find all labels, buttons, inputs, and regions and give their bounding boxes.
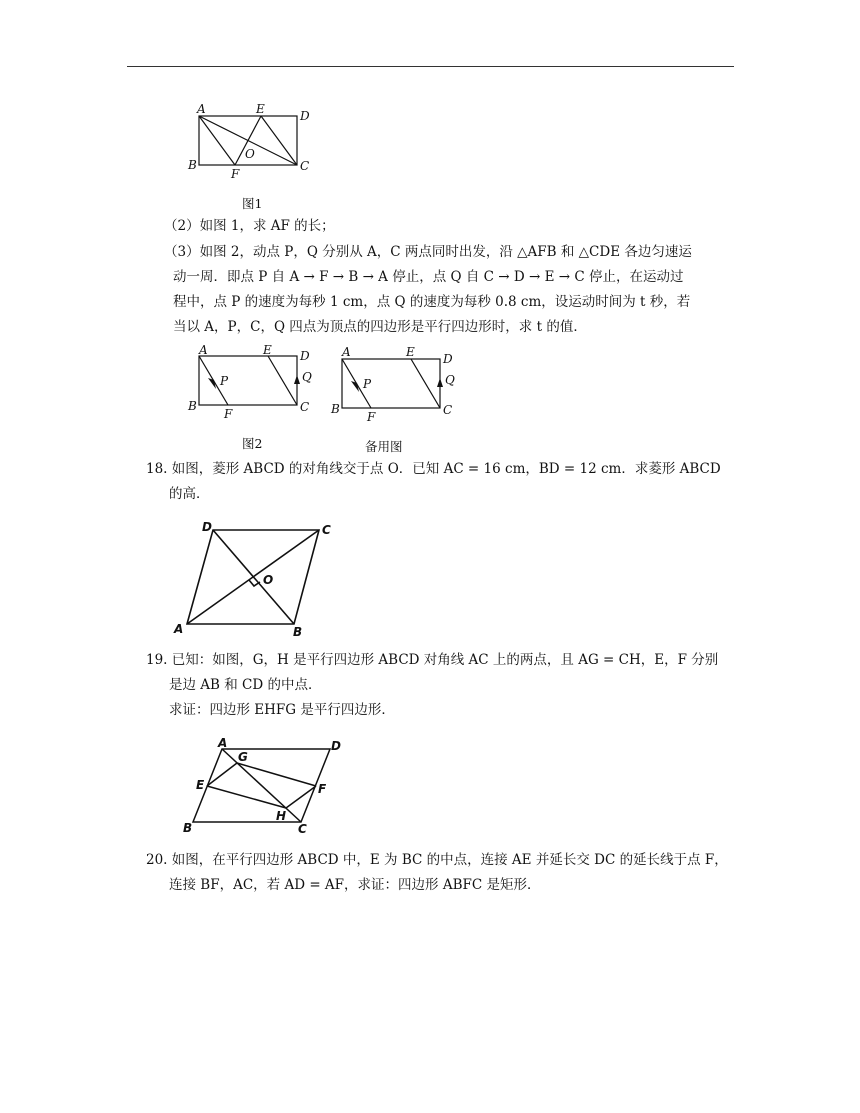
fig1-label-E: E: [256, 102, 265, 116]
backup-label-E: E: [406, 345, 415, 359]
fig1-label-O: O: [245, 147, 255, 161]
question-19-line1: 19. 已知：如图，G，H 是平行四边形 ABCD 对角线 AC 上的两点，且 AG = CH，E，F 分别: [146, 652, 719, 668]
backup-label-P: P: [363, 377, 372, 391]
figure-19-parallelogram: [180, 735, 350, 840]
figure-18-rhombus: [170, 515, 340, 640]
fig2-label-Q: Q: [302, 370, 312, 384]
backup-label-C: C: [443, 403, 453, 417]
fig18-label-O: O: [263, 573, 274, 587]
fig2-label-A: A: [199, 343, 208, 357]
fig19-label-F: F: [318, 782, 327, 796]
fig1-label-D: D: [300, 109, 310, 123]
fig19-label-A: A: [218, 736, 228, 750]
fig2-label-B: B: [188, 399, 197, 413]
figure-2: [185, 340, 325, 425]
fig2-label-F: F: [224, 407, 233, 421]
backup-label-B: B: [331, 402, 340, 416]
fig18-label-D: D: [202, 520, 212, 534]
fig1-label-F: F: [231, 167, 240, 181]
fig19-label-G: G: [238, 750, 248, 764]
fig18-label-B: B: [293, 625, 303, 639]
header-rule: [127, 66, 734, 67]
backup-label-D: D: [443, 352, 453, 366]
question-19-line3: 求证：四边形 EHFG 是平行四边形．: [169, 702, 395, 718]
question-20-line2: 连接 BF，AC，若 AD = AF，求证：四边形 ABFC 是矩形．: [169, 877, 541, 893]
backup-label-A: A: [342, 345, 351, 359]
fig2-label-E: E: [263, 343, 272, 357]
figure-1: [185, 100, 325, 185]
fig1-caption: 图1: [242, 196, 263, 211]
fig2-label-P: P: [220, 374, 229, 388]
fig18-label-A: A: [174, 622, 184, 636]
question-3-line4: 当以 A，P，C，Q 四点为顶点的四边形是平行四边形时，求 t 的值．: [173, 319, 587, 335]
backup-label-F: F: [367, 410, 376, 424]
backup-label-Q: Q: [445, 373, 455, 387]
fig19-label-D: D: [331, 739, 341, 753]
backup-caption: 备用图: [365, 439, 403, 454]
question-19-line2: 是边 AB 和 CD 的中点．: [169, 677, 322, 693]
question-18-line1: 18. 如图，菱形 ABCD 的对角线交于点 O．已知 AC = 16 cm，BD = 12 cm．求菱形 ABCD: [146, 461, 721, 477]
question-3-line2: 动一周．即点 P 自 A → F → B → A 停止，点 Q 自 C → D → E → C 停止，在运动过: [173, 269, 684, 285]
question-18-line2: 的高．: [169, 486, 210, 502]
fig19-label-C: C: [298, 822, 307, 836]
figure-backup: [330, 342, 460, 427]
fig2-label-C: C: [300, 400, 310, 414]
question-20-line1: 20. 如图，在平行四边形 ABCD 中，E 为 BC 的中点，连接 AE 并延长交 DC 的延长线于点 F，: [146, 852, 728, 868]
question-3-line3: 程中，点 P 的速度为每秒 1 cm，点 Q 的速度为每秒 0.8 cm，设运动时间为 t 秒，若: [173, 294, 691, 310]
fig19-label-B: B: [183, 821, 193, 835]
fig2-label-D: D: [300, 349, 310, 363]
fig19-label-H: H: [276, 809, 287, 823]
fig1-label-B: B: [188, 158, 197, 172]
fig19-label-E: E: [196, 778, 205, 792]
question-2: （2）如图 1，求 AF 的长；: [164, 218, 335, 234]
fig18-label-C: C: [322, 523, 331, 537]
question-3-line1: （3）如图 2，动点 P，Q 分别从 A，C 两点同时出发，沿 △AFB 和 △CDE 各边匀速运: [164, 244, 692, 260]
fig2-caption: 图2: [242, 436, 263, 451]
fig1-label-A: A: [197, 102, 206, 116]
fig1-label-C: C: [300, 159, 310, 173]
